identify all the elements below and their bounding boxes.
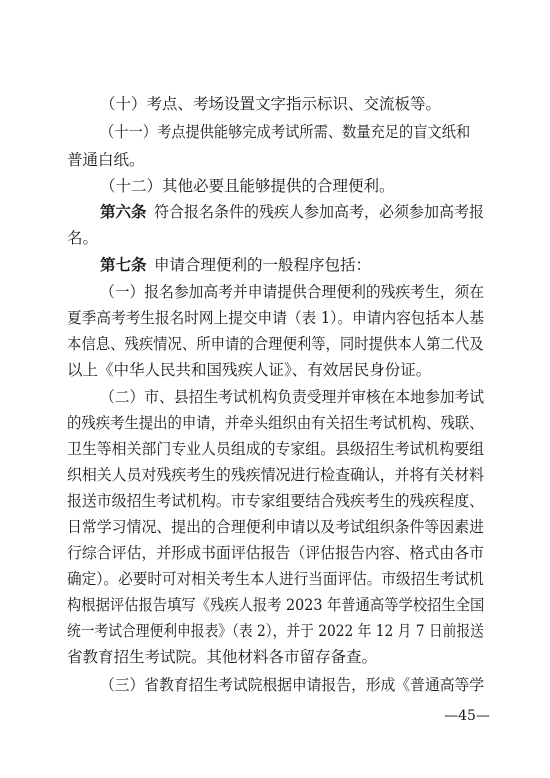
text-line: （十）考点、考场设置文字指示标识、交流板等。 — [100, 95, 442, 113]
text-line: 行综合评估，并形成书面评估报告（评估报告内容、格式由各市 — [67, 544, 485, 562]
paragraph-step-2-line — [0, 592, 550, 618]
paragraph-step-1 — [0, 279, 550, 305]
text-line: 以上《中华人民共和国残疾人证》、有效居民身份证。 — [67, 361, 432, 379]
text-line: 报送市级招生考试机构。市专家组要结合残疾考生的残疾程度、 — [67, 492, 485, 510]
paragraph-step-1-line — [0, 331, 550, 357]
text-line: （十二）其他必要且能够提供的合理便利。 — [100, 177, 395, 195]
text-line: 省教育招生考试院。其他材料各市留存备查。 — [67, 648, 378, 666]
text-line: 日常学习情况、提出的合理便利申请以及考试组织条件等因素进 — [67, 518, 485, 536]
text-line: 夏季高考考生报名时网上提交申请（表 1）。申请内容包括本人基 — [67, 309, 485, 327]
article-7 — [0, 252, 550, 278]
text-line: 的残疾考生提出的申请，并牵头组织由有关招生考试机构、残联、 — [67, 414, 484, 432]
paragraph-step-2 — [0, 384, 550, 410]
text-line: 构根据评估报告填写《残疾人报考 2023 年普通高等学校招生全国 — [67, 596, 485, 614]
text-line: （十一）考点提供能够完成考试所需、数量充足的盲文纸和 — [100, 123, 471, 141]
article-heading: 第六条 — [100, 202, 147, 221]
paragraph-step-2-line — [0, 566, 550, 592]
paragraph-step-2-line — [0, 618, 550, 644]
text-line: 申请合理便利的一般程序包括： — [154, 256, 372, 274]
paragraph-item-10 — [0, 91, 550, 117]
page-number: —45— — [444, 708, 490, 724]
text-line: 普通白纸。 — [67, 151, 145, 169]
paragraph-step-2-line — [0, 436, 550, 462]
text-line: （二）市、县招生考试机构负责受理并审核在本地参加考试 — [100, 388, 485, 406]
paragraph-step-2-line — [0, 488, 550, 514]
text-line: 本信息、残疾情况、所申请的合理便利等，同时提供本人第二代及 — [67, 335, 484, 353]
article-6 — [0, 199, 550, 225]
text-line: 统一考试合理便利申报表》（表 2），并于 2022 年 12 月 7 日前报送 — [67, 622, 484, 640]
text-line: 织相关人员对残疾考生的残疾情况进行检查确认，并将有关材料 — [67, 466, 485, 484]
paragraph-step-2-line — [0, 644, 550, 670]
text-line: 卫生等相关部门专业人员组成的专家组。县级招生考试机构要组 — [67, 440, 485, 458]
paragraph-item-12 — [0, 173, 550, 199]
paragraph-item-11 — [0, 119, 550, 145]
paragraph-step-1-line — [0, 305, 550, 331]
text-line: （三）省教育招生考试院根据申请报告，形成《普通高等学 — [100, 676, 485, 694]
paragraph-step-2-line — [0, 514, 550, 540]
paragraph-step-3 — [0, 672, 550, 698]
article-heading: 第七条 — [100, 255, 147, 274]
paragraph-step-1-line — [0, 357, 550, 383]
article-6-cont — [0, 225, 550, 251]
paragraph-item-11-cont — [0, 147, 550, 173]
text-line: 确定）。必要时可对相关考生本人进行当面评估。市级招生考试机 — [67, 570, 484, 588]
text-line: 符合报名条件的残疾人参加高考，必须参加高考报 — [154, 203, 485, 221]
text-line: 名。 — [67, 229, 99, 247]
paragraph-step-2-line — [0, 540, 550, 566]
paragraph-step-2-line — [0, 462, 550, 488]
paragraph-step-2-line — [0, 410, 550, 436]
text-line: （一）报名参加高考并申请提供合理便利的残疾考生，须在 — [100, 283, 485, 301]
